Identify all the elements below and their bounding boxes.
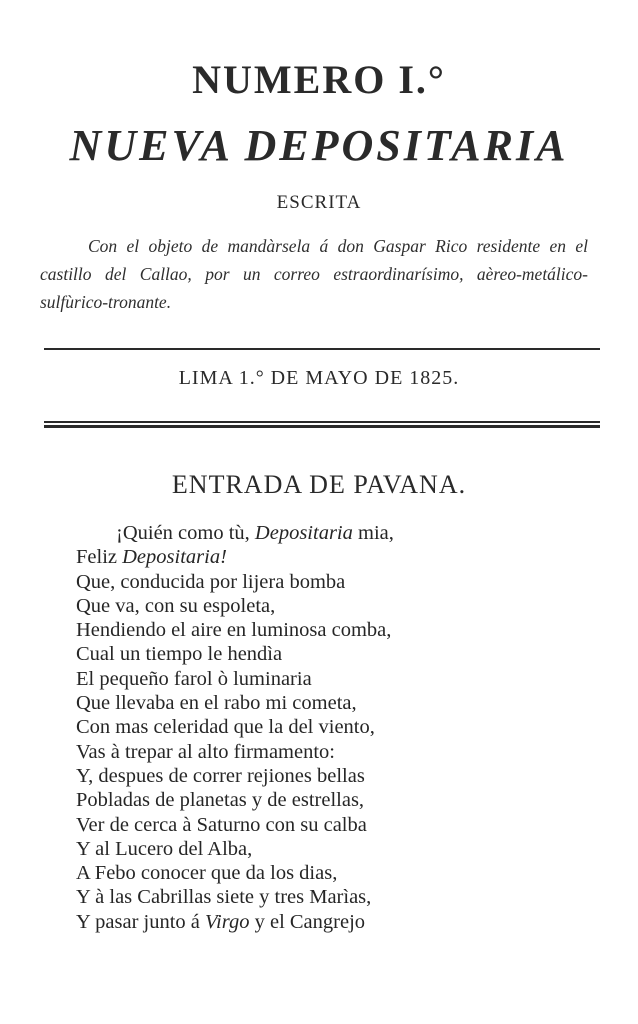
poem-line: Ver de cerca à Saturno con su calba	[76, 813, 367, 836]
subtitle-escrita: ESCRITA	[276, 192, 362, 213]
publication-title: NUEVA DEPOSITARIA	[69, 121, 569, 170]
section-heading: ENTRADA DE PAVANA.	[171, 470, 467, 499]
poem-line: Que va, con su espoleta,	[76, 594, 276, 617]
poem-line: A Febo conocer que da los dias,	[76, 862, 338, 885]
poem-line: Con mas celeridad que la del viento,	[76, 716, 375, 739]
poem-line: Hendiendo el aire en luminosa comba,	[76, 619, 392, 642]
issue-number: NUMERO I.°	[192, 57, 446, 102]
poem-line: Que llevaba en el rabo mi cometa,	[76, 692, 357, 715]
purpose-paragraph: Con el objeto de mandàrsela á don Gaspar Rico residente en el castillo del Callao, por un correo estraordinarísimo, aèreo-metálico-sulfùrico-tronante.	[40, 236, 588, 312]
poem-line: Y à las Cabrillas siete y tres Marìas,	[76, 886, 372, 909]
poem-line: Y, despues de correr rejiones bellas	[76, 764, 365, 787]
poem-line: Y pasar junto á Virgo y el Cangrejo	[76, 910, 366, 933]
poem-line: Y al Lucero del Alba,	[76, 837, 253, 860]
poem-line: Que, conducida por lijera bomba	[76, 570, 346, 593]
divider-rule-double-upper	[44, 421, 600, 423]
poem-line: Vas à trepar al alto firmamento:	[76, 740, 335, 763]
poem-line: Pobladas de planetas y de estrellas,	[76, 789, 365, 812]
divider-rule-top	[44, 348, 600, 350]
poem-line: Cual un tiempo le hendìa	[76, 643, 283, 666]
dateline: LIMA 1.° DE MAYO DE 1825.	[178, 367, 460, 389]
poem-line: Feliz Depositaria!	[76, 546, 227, 569]
divider-rule-double-lower	[44, 425, 600, 428]
poem-line: ¡Quién como tù, Depositaria mia,	[116, 522, 394, 544]
poem-line: El pequeño farol ò luminaria	[76, 667, 312, 690]
poem-body	[76, 521, 576, 934]
